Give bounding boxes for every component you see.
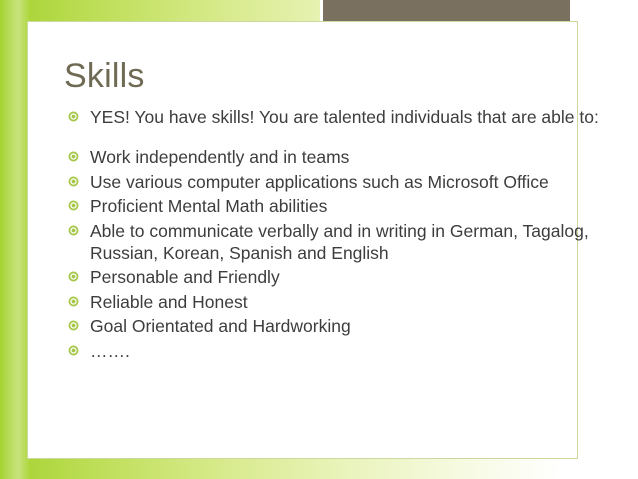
list-item <box>66 315 626 337</box>
slide-content-card <box>27 21 599 459</box>
bullet-point-icon <box>68 320 79 331</box>
list-item <box>66 146 626 168</box>
page-title: Skills <box>64 57 145 95</box>
list-item-label: Goal Orientated and Hardworking <box>90 316 351 337</box>
bullet-point-icon <box>68 176 79 187</box>
list-item <box>66 340 626 362</box>
list-item-label: YES! You have skills! You are talented individuals that are able to: <box>90 107 599 127</box>
bullet-point-icon <box>68 345 79 356</box>
list-item <box>66 220 626 265</box>
list-item <box>66 266 626 288</box>
bullet-point-icon <box>68 111 79 122</box>
list-item-label: Use various computer applications such as Microsoft Office <box>90 171 549 192</box>
bullet-point-icon <box>68 271 79 282</box>
list-item-label: Reliable and Honest <box>90 291 248 312</box>
bullet-point-icon <box>68 225 79 236</box>
list-item-label: Able to communicate verbally and in writing in German, Tagalog, Russian, Korean, Spanish and English <box>90 220 589 263</box>
bullet-point-icon <box>68 200 79 211</box>
list-item <box>66 291 626 313</box>
list-item <box>66 106 626 128</box>
decorative-left-band <box>0 0 30 479</box>
list-item-label: Work independently and in teams <box>90 147 350 168</box>
list-item-label: ……. <box>90 340 130 361</box>
bullet-point-icon <box>68 151 79 162</box>
skills-bullet-list <box>66 106 626 364</box>
list-item-label: Proficient Mental Math abilities <box>90 196 328 217</box>
list-item-label: Personable and Friendly <box>90 267 280 288</box>
bullet-point-icon <box>68 296 79 307</box>
list-item <box>66 195 626 217</box>
list-item <box>66 171 626 193</box>
